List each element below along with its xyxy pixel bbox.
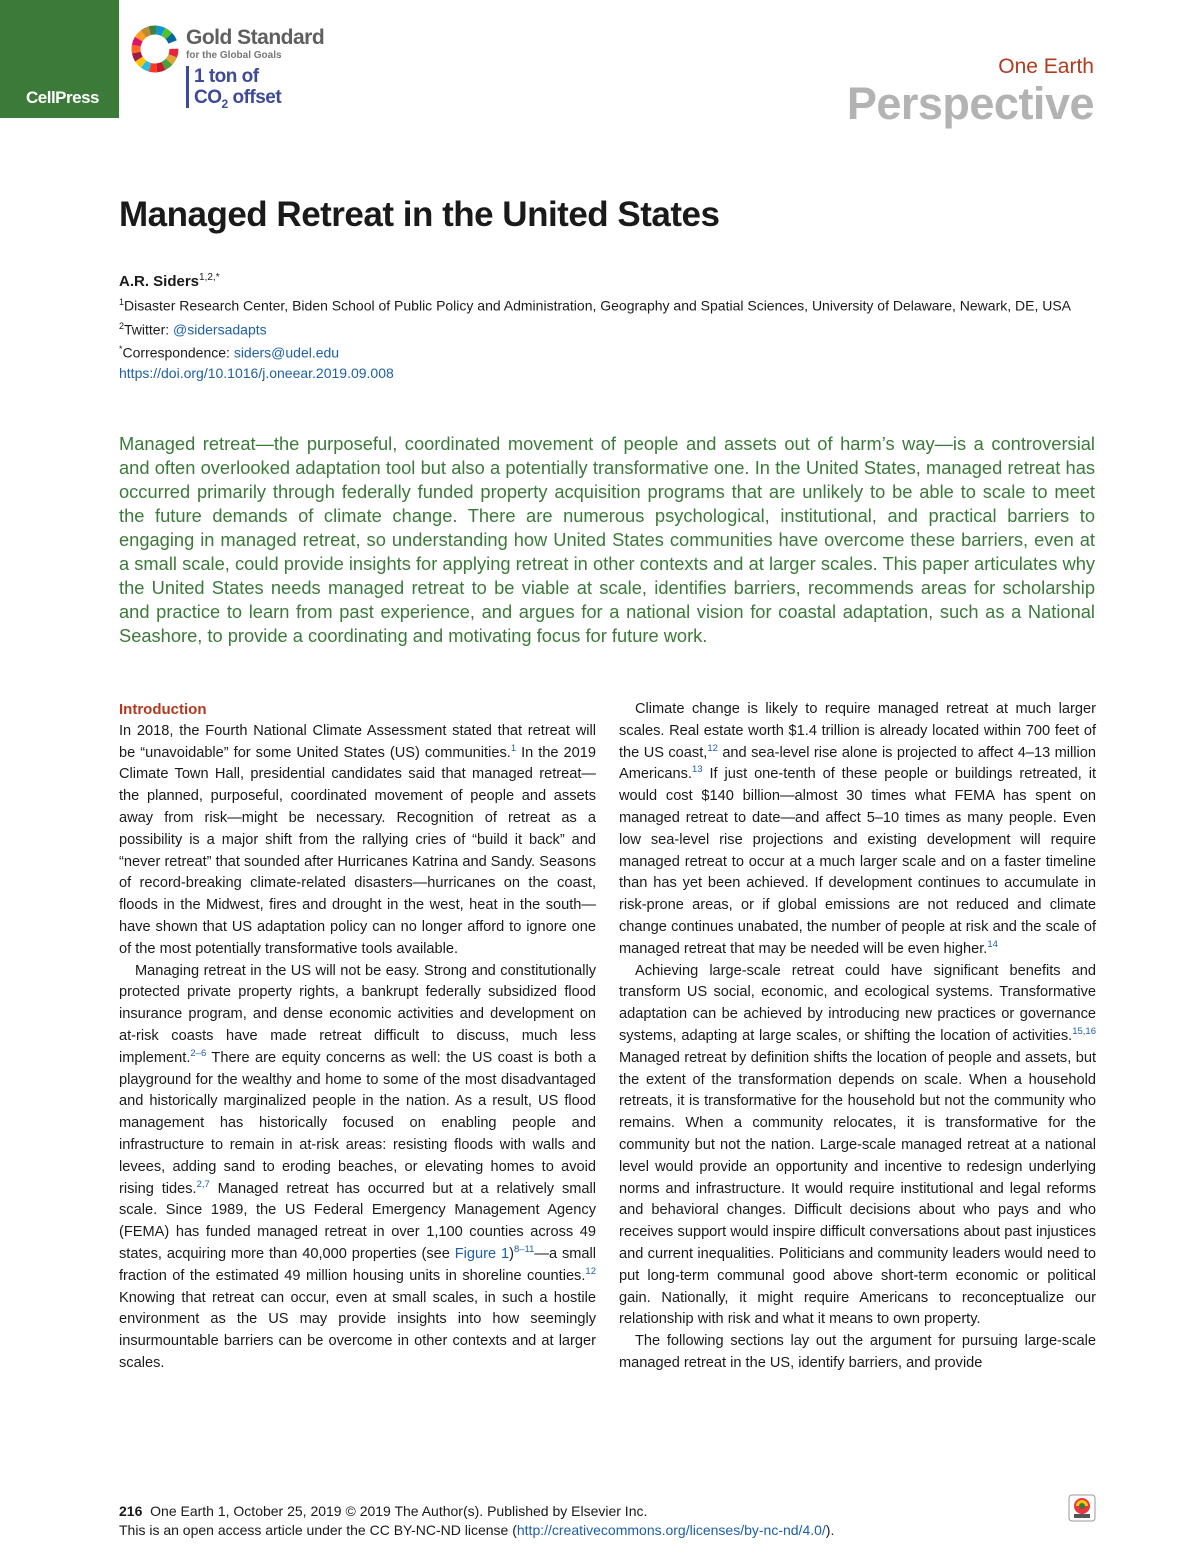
badge-title: Gold Standard bbox=[186, 26, 325, 49]
badge-line1: 1 ton of bbox=[194, 66, 259, 87]
badge-offset-text bbox=[194, 66, 281, 115]
cellpress-logo-text: CellPress bbox=[26, 88, 99, 107]
affiliation-1: $^1$Disaster Research Center, Biden School of Public Policy and Administration, Geography and Spatial Sciences, University of Delaware, Newark, DE, USA bbox=[119, 297, 1072, 314]
reference-link[interactable]: 15,16 bbox=[1072, 1026, 1096, 1038]
license-prefix: This is an open access article under the CC BY-NC-ND license ( bbox=[119, 1522, 517, 1538]
correspondence-line: *Correspondence: siders@udel.edu bbox=[119, 344, 340, 361]
paragraph-left-2: Managing retreat in the US will not be easy. Strong and constitutionally protected private property rights, a bankrupt federally subsidized flood insurance program, and dense economic activities and development on at-risk coasts have made retreat difficult to discuss, much less implement.$^{2-6}$ There are equity concerns as well: the US coast is both a playground for the wealthy and home to some of the most disadvantaged and historically marginalized people in the nation. As a result, US flood management has historically focused on enabling people and infrastructure to remain in at-risk areas: resisting floods with walls and levees, adding sand to eroding beaches, or elevating homes to avoid rising tides.$^{2,7}$ Managed retreat has occurred but at a relatively small scale. Since 1989, the US Federal Emergency Management Agency (FEMA) has funded managed retreat in over 1,100 counties across 49 states, acquiring more than 40,000 properties (see Figure 1)$^{8-11}$—a small fraction of the estimated 49 million housing units in shoreline counties.$^{12}$ Knowing that retreat can occur, even at small scales, in such a hostile environment as the US may provide insights into how seemingly insurmountable barriers can be overcome in other contexts and at larger scales. bbox=[119, 962, 597, 1371]
reference-link[interactable]: 2,7 bbox=[196, 1178, 210, 1190]
correspondence-label: Correspondence: bbox=[122, 344, 234, 361]
affiliation-text: Disaster Research Center, Biden School of Public Policy and Administration, Geography and Spatial Sciences, University of Delaware, Newark, DE, USA bbox=[124, 297, 1072, 314]
badge-line2 bbox=[194, 87, 281, 115]
figure-1-link[interactable]: Figure 1 bbox=[454, 1245, 510, 1262]
citation-text: One Earth 1, October 25, 2019 © 2019 The Author(s). Published by Elsevier Inc. bbox=[150, 1503, 648, 1519]
badge-line2-suffix: offset bbox=[227, 87, 282, 108]
badge-line2-prefix: CO bbox=[194, 87, 222, 108]
twitter-line: $^2$Twitter: @sidersadapts bbox=[119, 320, 267, 338]
crossmark-icon[interactable] bbox=[1068, 1494, 1096, 1522]
paragraph-left-1: In 2018, the Fourth National Climate Assessment stated that retreat will be “unavoidable” for some United States (US) communities.$^1$ In the 2019 Climate Town Hall, presidential candidates said that managed retreat—the planned, purposeful, coordinated movement of people and assets away from risk—might be necessary. Recognition of retreat as a possibility is a major shift from the rallying cries of “build it back” and “never retreat” that sounded after Hurricanes Katrina and Sandy. Seasons of record-breaking climate-related disasters—hurricanes on the coast, floods in the Midwest, fires and drought in the west, heat in the south—have shown that US adaptation policy can no longer afford to ignore one of the most potentially transformative tools available. bbox=[119, 722, 596, 957]
journal-name: One Earth bbox=[998, 55, 1094, 78]
license-suffix: ). bbox=[825, 1522, 835, 1538]
gold-standard-ring-icon bbox=[130, 24, 180, 74]
body-column-left bbox=[119, 699, 596, 1375]
paragraph-right-1: Climate change is likely to require managed retreat at much larger scales. Real estate worth $1.4 trillion is already located within 700 feet of the US coast,$^{12}$ and sea-level rise alone is projected to affect 4–13 million Americans.$^{13}$ If just one-tenth of these people or buildings retreated, it would cost $140 billion—almost 30 times what FEMA has spent on managed retreat to date—and affect 5–10 times as many people. Even low sea-level rise projections and existing development will require managed retreat to occur at a much larger scale and on a faster timeline than has yet been achieved. If development continues to accumulate in risk-prone areas, or if global emissions are not reduced and climate change continues unabated, the number of people at risk and the scale of managed retreat that may be needed will be even higher.$^{14}$ bbox=[619, 701, 1096, 957]
author-name: A.R. Siders bbox=[119, 273, 200, 290]
affiliations bbox=[119, 292, 1089, 383]
footer-citation bbox=[119, 1503, 647, 1519]
badge-divider bbox=[186, 66, 189, 108]
article-section-type: Perspective bbox=[846, 78, 1094, 129]
reference-link[interactable]: 12 bbox=[585, 1265, 596, 1277]
paragraph-right-3: The following sections lay out the argument for pursuing large-scale managed retreat in the US, identify barriers, and provide bbox=[619, 1333, 1096, 1371]
paragraph-right-2: Achieving large-scale retreat could have significant benefits and transform US social, economic, and ecological systems. Transformative adaptation can be achieved by introducing new practices or governance systems, adapting at large scales, or shifting the location of activities.$^{15,16}$ Managed retreat by definition shifts the location of people and assets, but the extent of the transformation depends on scale. When a household retreats, it is transformative for the household but not the community who remains. When a community relocates, it is transformative for the community but not the nation. Large-scale managed retreat at a national level would provide an opportunity and incentive to redesign underlying norms and infrastructure. It would require institutional and legal reforms and behavioral changes. Difficult decisions about who pays and who receives support would inspire difficult conversations about past injustices and current inequalities. Politicians and community leaders would need to put long-term communal good above short-term economic or political gain. Nationally, it might require Americans to reconceptualize our relationship with risk and what it means to own property. bbox=[619, 962, 1096, 1328]
reference-link[interactable]: 8–11 bbox=[513, 1244, 535, 1256]
page-number: 216 bbox=[119, 1503, 143, 1519]
section-heading-introduction: Introduction bbox=[119, 701, 207, 718]
badge-subtitle: for the Global Goals bbox=[186, 50, 282, 61]
body-column-right bbox=[619, 699, 1096, 1375]
doi-link[interactable]: https://doi.org/10.1016/j.oneear.2019.09.008 bbox=[119, 364, 394, 381]
reference-link[interactable]: 13 bbox=[692, 764, 703, 776]
article-title: Managed Retreat in the United States bbox=[119, 195, 720, 234]
license-link[interactable]: http://creativecommons.org/licenses/by-nc-nd/4.0/ bbox=[516, 1522, 826, 1538]
twitter-label: Twitter: bbox=[124, 321, 174, 338]
reference-link[interactable]: 14 bbox=[987, 938, 998, 950]
author-line bbox=[119, 272, 220, 290]
reference-link[interactable]: 12 bbox=[707, 742, 718, 754]
footer-license bbox=[119, 1522, 834, 1538]
badge-line2-sub: 2 bbox=[221, 96, 228, 111]
doi-line bbox=[119, 363, 1089, 383]
correspondence-email-link[interactable]: siders@udel.edu bbox=[233, 344, 340, 361]
abstract: Managed retreat—the purposeful, coordinated movement of people and assets out of harm’s way—is a controversial and often overlooked adaptation tool but also a potentially transformative one. In the United States, managed retreat has occurred primarily through federally funded property acquisition programs that are unlikely to be able to scale to meet the future demands of climate change. There are numerous psychological, institutional, and practical barriers to engaging in managed retreat, so understanding how United States communities have overcome these barriers, even at a small scale, could provide insights for applying retreat in other contexts and at larger scales. This paper articulates why the United States needs managed retreat to be viable at scale, identifies barriers, recommends areas for scholarship and practice to learn from past experience, and argues for a national vision for coastal adaptation, such as a National Seashore, to provide a coordinating and motivating focus for future work. bbox=[119, 433, 1095, 646]
author-superscript: 1,2,* bbox=[199, 272, 220, 283]
twitter-handle-link[interactable]: @sidersadapts bbox=[173, 321, 267, 338]
reference-link[interactable]: 1 bbox=[510, 742, 517, 754]
reference-link[interactable]: 2–6 bbox=[190, 1047, 207, 1059]
